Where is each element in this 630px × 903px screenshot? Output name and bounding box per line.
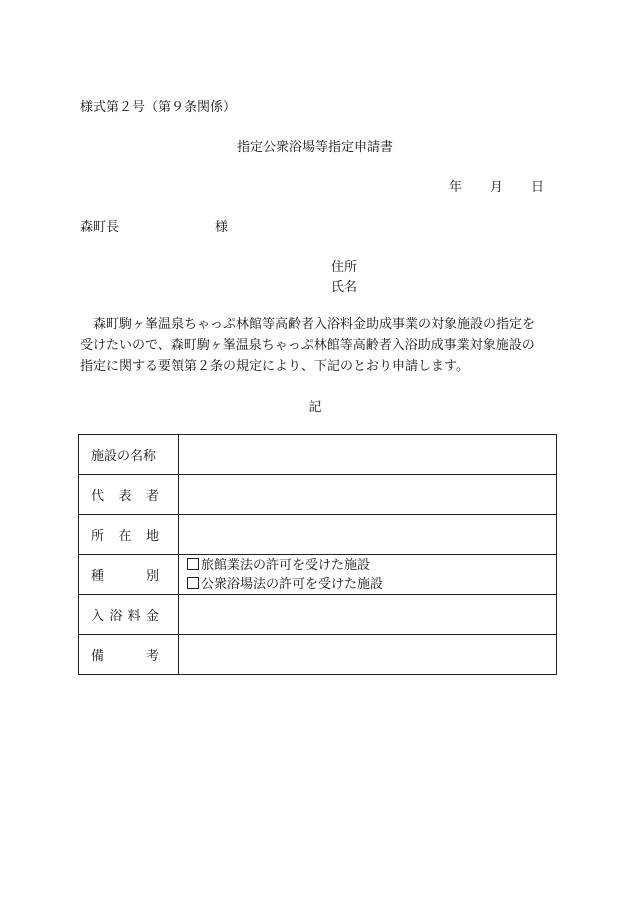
location-field[interactable]	[179, 515, 557, 555]
remarks-field[interactable]	[179, 635, 557, 675]
ki-heading: 記	[308, 400, 322, 415]
addressee	[80, 216, 228, 235]
bath-fee-field[interactable]	[179, 595, 557, 635]
row-facility-name	[79, 435, 557, 475]
form-number: 様式第２号（第９条関係）	[80, 100, 237, 115]
date-year-label: 年	[448, 180, 462, 195]
facility-name-field[interactable]	[179, 435, 557, 475]
application-body	[80, 314, 560, 377]
bath-fee-label: 入 浴 料 金	[79, 595, 179, 635]
date-day-label: 日	[530, 180, 544, 195]
row-representative	[79, 475, 557, 515]
applicant-name-label: 氏名	[331, 280, 358, 295]
location-label: 所 在 地	[79, 515, 179, 555]
checkbox-icon[interactable]	[187, 558, 199, 570]
applicant-address-label: 住所	[331, 260, 358, 275]
type-option-ryokan[interactable]: 旅館業法の許可を受けた施設	[187, 556, 556, 575]
body-line-2: 受けたいので、森町駒ヶ峯温泉ちゃっぷ林館等高齢者入浴助成事業対象施設の	[80, 338, 535, 353]
representative-label: 代 表 者	[79, 475, 179, 515]
type-label: 種 別	[79, 555, 179, 595]
application-form-table	[78, 434, 557, 675]
facility-name-label: 施設の名称	[79, 435, 179, 475]
row-remarks	[79, 635, 557, 675]
representative-field[interactable]	[179, 475, 557, 515]
type-option-public-bath[interactable]: 公衆浴場法の許可を受けた施設	[187, 575, 556, 594]
row-bath-fee	[79, 595, 557, 635]
type-options	[179, 555, 557, 595]
date-line	[449, 176, 544, 195]
remarks-label: 備 考	[79, 635, 179, 675]
body-line-3: 指定に関する要領第２条の規定により、下記のとおり申請します。	[80, 359, 469, 374]
addressee-name: 森町長	[80, 220, 120, 235]
addressee-honorific: 様	[215, 220, 229, 235]
checkbox-icon[interactable]	[187, 577, 199, 589]
row-location	[79, 515, 557, 555]
date-month-label: 月	[489, 180, 503, 195]
body-line-1: 森町駒ヶ峯温泉ちゃっぷ林館等高齢者入浴料金助成事業の対象施設の指定を	[93, 317, 536, 332]
row-type	[79, 555, 557, 595]
document-title: 指定公衆浴場等指定申請書	[236, 140, 393, 155]
